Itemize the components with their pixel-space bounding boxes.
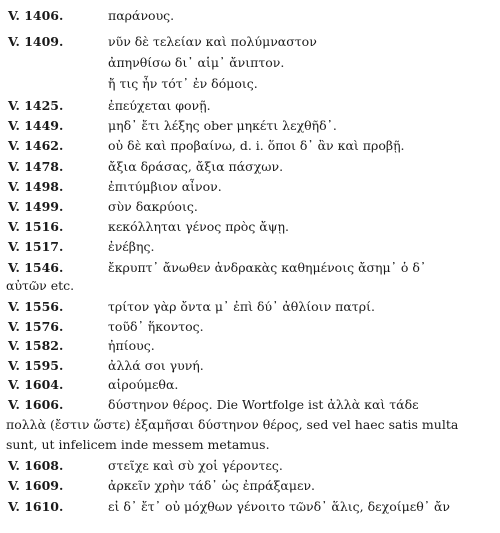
verse-number: V. 1556. bbox=[8, 299, 64, 314]
verse-text: μηδ᾽ ἔτι λέξης ober μηκέτι λεχθῆδ᾽. bbox=[108, 118, 337, 133]
verse-text: στεῖχε καὶ σὺ χοἱ γέροντες. bbox=[108, 458, 283, 473]
line-5 bbox=[0, 96, 500, 116]
verse-number: V. 1609. bbox=[8, 478, 64, 493]
verse-text: ἄξια δράσας, ἄξια πάσχων. bbox=[108, 159, 284, 174]
verse-text: νῦν δὲ τελείαν καὶ πολύμναστον bbox=[108, 34, 317, 49]
verse-number: V. 1499. bbox=[8, 199, 64, 214]
verse-number: V. 1517. bbox=[8, 239, 64, 254]
verse-number: V. 1462. bbox=[8, 138, 64, 153]
verse-text: αὐτῶν etc. bbox=[6, 278, 75, 293]
verse-number: V. 1498. bbox=[8, 179, 64, 194]
line-9 bbox=[0, 177, 500, 197]
verse-number: V. 1608. bbox=[8, 458, 64, 473]
line-21 bbox=[0, 415, 500, 435]
verse-number: V. 1576. bbox=[8, 319, 64, 334]
line-15 bbox=[0, 297, 500, 317]
line-7 bbox=[0, 136, 500, 156]
verse-text: τοῦδ᾽ ἥκοντος. bbox=[108, 319, 204, 334]
verse-text: ἔκρυπτ᾽ ἄνωθεν ἀνδρακὰς καθημένοις ἄσημ᾽ ὁ δ᾽ bbox=[108, 260, 427, 275]
line-19 bbox=[0, 375, 500, 395]
verse-text: ἐπιτύμβιον αἶνον. bbox=[108, 179, 222, 194]
line-1 bbox=[0, 6, 500, 26]
verse-number: V. 1449. bbox=[8, 118, 64, 133]
line-12 bbox=[0, 237, 500, 257]
verse-text: ἀλλά σοι γυνή. bbox=[108, 358, 204, 373]
verse-text: σὺν δακρύοις. bbox=[108, 199, 198, 214]
verse-text: sunt, ut infelicem inde messem metamus. bbox=[6, 437, 270, 452]
line-13 bbox=[0, 258, 500, 278]
line-8 bbox=[0, 157, 500, 177]
line-4 bbox=[0, 74, 500, 94]
line-14 bbox=[0, 276, 500, 296]
verse-number: V. 1606. bbox=[8, 397, 64, 412]
verse-number: V. 1478. bbox=[8, 159, 64, 174]
verse-text: ἤ τις ἦν τότ᾽ ἐν δόμοις. bbox=[108, 76, 258, 91]
verse-text: κεκόλληται γένος πρὸς ἄψῃ. bbox=[108, 219, 290, 234]
verse-text: πολλὰ (ἔστιν ὥστε) ἐξαμῆσαι δύστηνον θέρος, sed vel haec satis multa bbox=[6, 417, 459, 432]
line-16 bbox=[0, 317, 500, 337]
line-10 bbox=[0, 197, 500, 217]
line-11 bbox=[0, 217, 500, 237]
verse-number: V. 1409. bbox=[8, 34, 64, 49]
line-17 bbox=[0, 336, 500, 356]
verse-number: V. 1425. bbox=[8, 98, 64, 113]
verse-text: ἠπίους. bbox=[108, 338, 155, 353]
verse-number: V. 1582. bbox=[8, 338, 64, 353]
verse-text: τρίτον γὰρ ὄντα μ᾽ ἐπὶ δύ᾽ ἀθλίοιν πατρί. bbox=[108, 299, 375, 314]
verse-text: αἱρούμεθα. bbox=[108, 377, 179, 392]
verse-text: οὐ δὲ καὶ προβαίνω, d. i. ὅποι δ᾽ ἂν καὶ προβῇ. bbox=[108, 138, 405, 153]
verse-text: ἀρκεῖν χρὴν τάδ᾽ ὡς ἐπράξαμεν. bbox=[108, 478, 316, 493]
verse-text: παράνους. bbox=[108, 8, 175, 23]
line-3 bbox=[0, 53, 500, 73]
verse-text: ἐνέβης. bbox=[108, 239, 155, 254]
line-22 bbox=[0, 435, 500, 455]
line-20 bbox=[0, 395, 500, 415]
verse-number: V. 1604. bbox=[8, 377, 64, 392]
line-18 bbox=[0, 356, 500, 376]
verse-text: ἀπηνθίσω δι᾽ αἱμ᾽ ἄνιπτον. bbox=[108, 55, 285, 70]
verse-text: δύστηνον θέρος. Die Wortfolge ist ἀλλὰ καὶ τάδε bbox=[108, 397, 419, 412]
line-24 bbox=[0, 476, 500, 496]
line-25 bbox=[0, 497, 500, 517]
verse-text: εἰ δ᾽ ἔτ᾽ οὐ μόχθων γένοιτο τῶνδ᾽ ἅλις, δεχοίμεθ᾽ ἄν bbox=[108, 499, 451, 514]
verse-number: V. 1595. bbox=[8, 358, 64, 373]
line-6 bbox=[0, 116, 500, 136]
verse-number: V. 1406. bbox=[8, 8, 64, 23]
line-23 bbox=[0, 456, 500, 476]
verse-text: ἐπεύχεται φονῇ. bbox=[108, 98, 211, 113]
verse-number: V. 1546. bbox=[8, 260, 64, 275]
line-2 bbox=[0, 32, 500, 52]
verse-number: V. 1610. bbox=[8, 499, 64, 514]
verse-number: V. 1516. bbox=[8, 219, 64, 234]
